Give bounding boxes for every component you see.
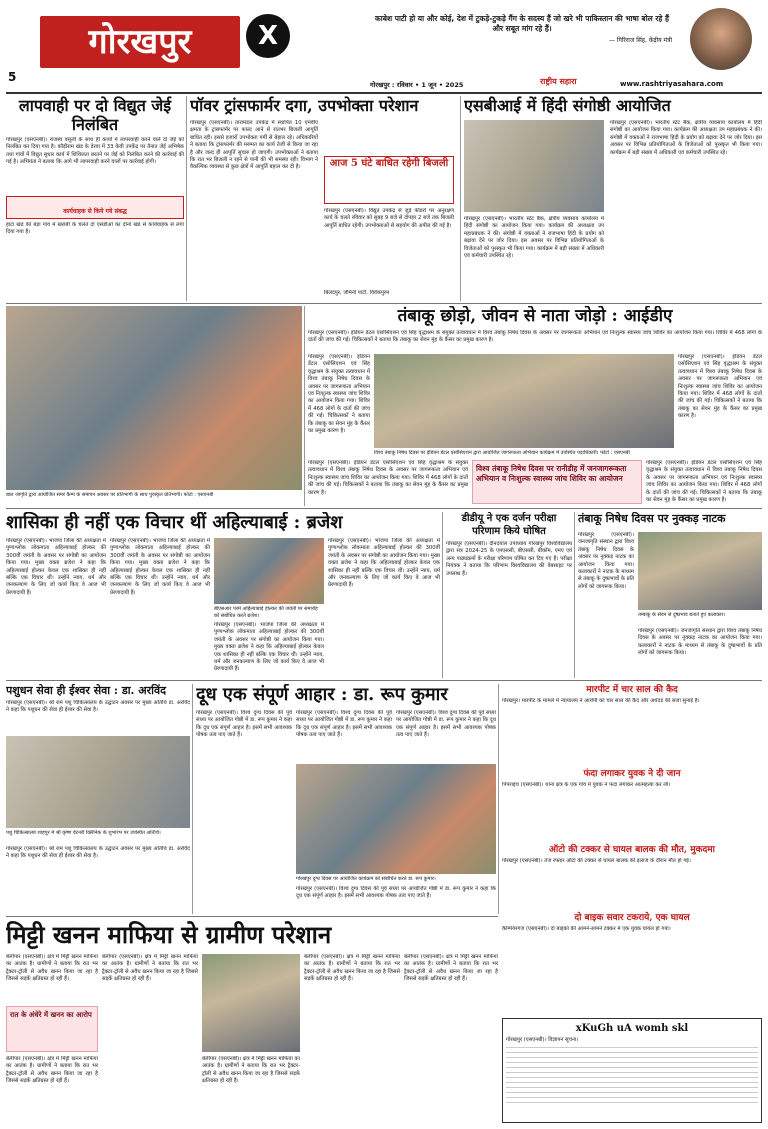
byline: बिलंदपुर, जेमिनी पार्टी, विवेकपुरम [324,290,390,296]
ad-title: xKuGh uA womh skl [575,1023,689,1034]
headline: एसबीआई में हिंदी संगोष्ठी आयोजित [464,96,671,115]
headline: मिट्टी खनन माफिया से ग्रामीण परेशान [6,920,332,949]
brand-title: गोरखपुर [88,22,192,62]
story-nukkad [578,512,762,678]
story-body-col: गोरखपुर (एसएनबी)। इंडियन डेंटल एसोसिएशन एवं सिंह वृद्धाश्रम के संयुक्त तत्वावधान में विश्व तंबाकू निषेध दिवस के अवसर पर जागरूकता अभियान एवं निःशुल्क स्वास्थ्य जांच शिविर का आयोजन किया गया। शिविर में 468 लोगों के दांतों की जांच की गई। चिकित्सकों ने बताया कि तंबाकू का सेवन मुंह के कैंसर का प्रमुख कारण है। [308,354,370,435]
quote-portrait [690,8,752,70]
tobacco-box: विश्व तंबाकू निषेध दिवस पर रानीडीह में जनजागरूकता अभियान व निःशुल्क स्वास्थ्य जांच शिविर का आयोजन [472,460,642,504]
story-body: गोरखपुर (एसएनबी)। तारामंडल उपकेंद्र में स्थापित 10 एमवीए क्षमता के ट्रांसफार्मर पर फाल्ट आने से रातभर बिजली आपूर्ति बाधित रही। इससे हजारों उपभोक्ता गर्मी से बेहाल रहे। अधिकारियों ने बताया कि ट्रांसफार्मर की मरम्मत का कार्य तेजी से किया जा रहा है और जल्द ही आपूर्ति सुचारु हो जाएगी। उपभोक्ताओं ने बताया कि रात भर बिजली न रहने से पानी की भी समस्या रही। विभाग ने वैकल्पिक व्यवस्था से कुछ क्षेत्रों में आपूर्ति बहाल कर दी है। [190,120,318,171]
story-body: गोरखपुर (एसएनबी)। राजस्व वसूली के साथ ही कार्यों में लापरवाही करने वाले दो जेई को निलंबित कर दिया गया है। कौड़ीराम खंड के डेरवा में 33 केवी उपकेंद्र पर तैनात जेई अभिषेक तथा गांवों में विद्युत सुधार कार्य में शिथिलता बरतने पर जेई को निलंबित करने की कार्रवाई की गई है। अभियंता ने बताया कि आगे भी लापरवाही करने वालों पर कार्रवाई होगी। [6,137,184,166]
story-body-2: गोरखपुर (एसएनबी)। भारतीय स्टेट बैंक, क्षेत्रीय व्यवसाय कार्यालय में हिंदी संगोष्ठी का आयोजन किया गया। कार्यक्रम की अध्यक्षता उप महाप्रबंधक ने की। संगोष्ठी में वक्ताओं ने राजभाषा हिंदी के प्रयोग को बढ़ावा देने पर जोर दिया। इस अवसर पर विभिन्न प्रतियोगिताओं के विजेताओं को पुरस्कृत भी किया गया। कार्यक्रम में बड़ी संख्या में अधिकारी एवं कर्मचारी उपस्थित रहे। [464,216,604,260]
headline: लापवाही पर दो विद्युत जेई निलंबित [18,96,172,134]
story-body-3: गोरखपुर (एसएनबी)। विश्व दुग्ध दिवस की पूर्व संध्या पर आयोजित गोष्ठी में डा. रूप कुमार ने कहा कि दूध एक संपूर्ण आहार है। इसमें सभी आवश्यक पोषक तत्व पाए जाते हैं। [396,710,496,739]
story-body: गोरखपुर (एसएनबी)। श्री राम पशु चिकित्सालय के उद्घाटन अवसर पर मुख्य अतिथि डा. अरविंद ने कहा कि पशुधन की सेवा ही ईश्वर की सेवा है। [6,700,190,714]
sbi-photo [464,120,604,212]
story-sbi [464,96,762,301]
nukkad-caption: तम्बाकू के सेवन से दुष्प्रभाव बताते हुए कलाकार। [638,612,726,618]
headline: पॉवर ट्रांसफार्मर दगा, उपभोक्ता परेशान [190,96,419,115]
story-body-2: गोरखपुर (एसएनबी)। विश्व दुग्ध दिवस की पूर्व संध्या पर आयोजित गोष्ठी में डा. रूप कुमार ने कहा कि दूध एक संपूर्ण आहार है। इसमें सभी आवश्यक पोषक तत्व पाए जाते हैं। [296,710,392,739]
story-tobacco-ida [308,306,762,506]
story-mitti [6,920,498,1123]
website: www.rashtriyasahara.com [620,80,724,88]
story-lapwahi [6,96,184,301]
mitti-photo [202,954,300,1052]
story-body: गोरखपुर (एसएनबी)। इंडियन डेंटल एसोसिएशन एवं सिंह वृद्धाश्रम के संयुक्त तत्वावधान में विश्व तंबाकू निषेध दिवस के अवसर पर जागरूकता अभियान एवं निःशुल्क स्वास्थ्य जांच शिविर का आयोजन किया गया। शिविर में 468 लोगों के दांतों की जांच की गई। चिकित्सकों ने बताया कि तंबाकू का सेवन मुंह के कैंसर का प्रमुख कारण है। [308,330,762,344]
story-body: गोरखपुर (एसएनबी)। जनजागृति संस्थान द्वारा विश्व तंबाकू निषेध दिवस के अवसर पर नुक्कड़ नाटक का आयोजन किया गया। कलाकारों ने नाटक के माध्यम से तंबाकू के दुष्प्रभावों के प्रति लोगों को जागरूक किया। [578,532,634,590]
headline: तंबाकू निषेध दिवस पर नुक्कड़ नाटक [578,512,726,525]
box-label: कार्यवाहक से किये गये संबद्ध [6,196,184,219]
story-body: गोरखपुर (एसएनबी)। विश्व दुग्ध दिवस की पूर्व संध्या पर आयोजित गोष्ठी में डा. रूप कुमार ने कहा कि दूध एक संपूर्ण आहार है। इसमें सभी आवश्यक पोषक तत्व पाए जाते हैं। [196,710,292,739]
doodh-caption: गोरखपुर दुग्ध दिवस पर आयोजित कार्यक्रम को संबोधित करते डा. रूप कुमार। [296,876,436,882]
summer-camp-photo [6,306,302,490]
sub2-body: गोरखपुर (एसएनबी)। तेज रफ्तार ऑटो की टक्कर से घायल बालक की इलाज के दौरान मौत हो गई। [502,858,691,864]
pashudhan-photo [6,736,190,828]
story-body-5: बेलीपार (एसएनबी)। क्षेत्र में मिट्टी खनन माफिया का आतंक है। ग्रामीणों ने बताया कि रात भर ट्रैक्टर-ट्रॉली से अवैध खनन किया जा रहा है जिससे सड़कें क्षतिग्रस्त हो रही हैं। [304,954,400,983]
headline: डीडीयू ने एक दर्जन परीक्षा परिणाम किये घोषित [461,513,557,537]
sub-box: आज 5 घंटे बाधित रहेगी बिजली [324,156,454,204]
story-body-3: बेलीपार (एसएनबी)। क्षेत्र में मिट्टी खनन माफिया का आतंक है। ग्रामीणों ने बताया कि रात भर ट्रैक्टर-ट्रॉली से अवैध खनन किया जा रहा है जिससे सड़कें क्षतिग्रस्त हो रही हैं। [102,954,198,983]
headline: दूध एक संपूर्ण आहार : डा. रूप कुमार [196,684,448,705]
story-body: गोरखपुर। मारपीट के मामले में न्यायालय ने आरोपी को चार साल की कैद और अर्थदंड की सजा सुनाई है। [502,698,700,704]
story-body: गोरखपुर (एसएनबी)। भारतीय स्टेट बैंक, क्षेत्रीय व्यवसाय कार्यालय में हिंदी संगोष्ठी का आयोजन किया गया। कार्यक्रम की अध्यक्षता उप महाप्रबंधक ने की। संगोष्ठी में वक्ताओं ने राजभाषा हिंदी के प्रयोग को बढ़ावा देने पर जोर दिया। इस अवसर पर विभिन्न प्रतियोगिताओं के विजेताओं को पुरस्कृत भी किया गया। कार्यक्रम में बड़ी संख्या में अधिकारी एवं कर्मचारी उपस्थित रहे। [610,120,762,156]
headline: तंबाकू छोड़ो, जीवन से नाता जोड़ो : आईडीए [397,306,673,326]
paper-name: राष्ट्रीय सहारा [540,77,577,86]
masthead-quote: काबेश पाटी हो या और कोई, देश में टुकड़े-टुकड़े गैंग के सदस्य हैं जो खरे भी पाकिस्तान की भाषा बोल रहे हैं और सबूत मांग रहे हैं। — गिरिराज सिंह, केंद्रीय मंत्री [375,14,672,44]
headline: शासिका ही नहीं एक विचार थीं अहिल्याबाई : ब्रजेश [6,512,343,533]
dateline: गोरखपुर : रविवार • 1 जून • 2025 [370,81,464,89]
ida-photo [374,354,674,448]
ad-box [502,1018,762,1123]
masthead [0,0,768,90]
story-pashudhan [6,684,190,914]
story-body-2: गोरखपुर (एसएनबी)। श्री राम पशु चिकित्सालय के उद्घाटन अवसर पर मुख्य अतिथि डा. अरविंद ने कहा कि पशुधन की सेवा ही ईश्वर की सेवा है। [6,846,190,860]
story-ahilyabai [6,512,440,678]
sub2-headline: ऑटो की टक्कर से घायल बालक की मौत, मुकदमा [549,845,715,855]
nukkad-photo [638,532,762,610]
pashudhan-caption: पशु चिकित्सालय शाहपुर में श्री कृष्ण वेटनरी क्लिनिक के शुभारंभ पर उपस्थित अतिथि। [6,830,161,836]
page-number: 5 [8,70,17,84]
story-body: गोरखपुर (एसएनबी)। दीनदयाल उपाध्याय गोरखपुर विश्वविद्यालय द्वारा सत्र 2024-25 के एमएससी, बीएससी, बीकॉम, एमए एवं अन्य पाठ्यक्रमों के परीक्षा परिणाम घोषित कर दिए गए हैं। परीक्षा नियंत्रक ने बताया कि परिणाम विश्वविद्यालय की वेबसाइट पर उपलब्ध हैं। [446,541,572,577]
story-body-2: गोरखपुर (एसएनबी)। जनजागृति संस्थान द्वारा विश्व तंबाकू निषेध दिवस के अवसर पर नुक्कड़ नाटक का आयोजन किया गया। कलाकारों ने नाटक के माध्यम से तंबाकू के दुष्प्रभावों के प्रति लोगों को जागरूक किया। [638,628,762,657]
story-body-lower-right: गोरखपुर (एसएनबी)। इंडियन डेंटल एसोसिएशन एवं सिंह वृद्धाश्रम के संयुक्त तत्वावधान में विश्व तंबाकू निषेध दिवस के अवसर पर जागरूकता अभियान एवं निःशुल्क स्वास्थ्य जांच शिविर का आयोजन किया गया। शिविर में 468 लोगों के दांतों की जांच की गई। चिकित्सकों ने बताया कि तंबाकू का सेवन मुंह के कैंसर का प्रमुख कारण है। [646,460,762,504]
story-ddu [446,512,572,678]
story-doodh [196,684,496,914]
story-body: बेलीपार (एसएनबी)। क्षेत्र में मिट्टी खनन माफिया का आतंक है। ग्रामीणों ने बताया कि रात भर ट्रैक्टर-ट्रॉली से अवैध खनन किया जा रहा है जिससे सड़कें क्षतिग्रस्त हो रही हैं। [6,954,98,983]
sub3-headline: दो बाइक सवार टकराये, एक घायल [574,913,690,923]
story-body-2: गोरखपुर (एसएनबी)। भाजपा जिला की अध्यक्षता में पुण्यश्लोक लोकमाता अहिल्याबाई होल्कर की 300वीं जयंती के अवसर पर संगोष्ठी का आयोजन किया गया। मुख्य वक्ता ब्रजेश ने कहा कि अहिल्याबाई होल्कर केवल एक शासिका ही नहीं बल्कि एक विचार थीं। उन्होंने न्याय, धर्म और जनकल्याण के लिए जो कार्य किए वे आज भी प्रेरणादायी हैं। [110,538,210,596]
doodh-photo [296,764,496,874]
ad-body: गोरखपुर (एसएनबी)। विज्ञापन सूचना। [506,1037,579,1043]
photo-caption: बाल जागृति द्वारा आयोजित समर कैम्प के समापन अवसर पर प्रतिभागी के साथ पुरस्कृत प्रतिभागी। फोटो : एसएनबी [6,492,214,498]
story-transformer [190,96,458,301]
story-body-lower: गोरखपुर (एसएनबी)। इंडियन डेंटल एसोसिएशन एवं सिंह वृद्धाश्रम के संयुक्त तत्वावधान में विश्व तंबाकू निषेध दिवस के अवसर पर जागरूकता अभियान एवं निःशुल्क स्वास्थ्य जांच शिविर का आयोजन किया गया। शिविर में 468 लोगों के दांतों की जांच की गई। चिकित्सकों ने बताया कि तंबाकू का सेवन मुंह के कैंसर का प्रमुख कारण है। [308,460,468,496]
box-body: हाटा खंड की बड़ा गांव में खराबी के चलते दो एसडीओ का दोनों खंड से कार्यवाहक से लगा दिया गया है। [6,222,184,236]
ida-caption: विश्व तंबाकू निषेध दिवस पर इंडियन डेंटल एसोसिएशन द्वारा आयोजित जागरूकता अभियान कार्यक्रम में उपस्थित पदाधिकारी। फोटो : एसएनबी [374,450,630,456]
ahilyabai-caption: बीएसआर परमें अहिल्याबाई होल्कर की जयंती पर समारोह को संबोधित करते ब्रजेश। [214,606,318,619]
ahilyabai-photo [214,538,324,604]
story-body-right: गोरखपुर (एसएनबी)। इंडियन डेंटल एसोसिएशन एवं सिंह वृद्धाश्रम के संयुक्त तत्वावधान में विश्व तंबाकू निषेध दिवस के अवसर पर जागरूकता अभियान एवं निःशुल्क स्वास्थ्य जांच शिविर का आयोजन किया गया। शिविर में 468 लोगों के दांतों की जांच की गई। चिकित्सकों ने बताया कि तंबाकू का सेवन मुंह के कैंसर का प्रमुख कारण है। [678,354,762,420]
story-body: गोरखपुर (एसएनबी)। भाजपा जिला की अध्यक्षता में पुण्यश्लोक लोकमाता अहिल्याबाई होल्कर की 300वीं जयंती के अवसर पर संगोष्ठी का आयोजन किया गया। मुख्य वक्ता ब्रजेश ने कहा कि अहिल्याबाई होल्कर केवल एक शासिका ही नहीं बल्कि एक विचार थीं। उन्होंने न्याय, धर्म और जनकल्याण के लिए जो कार्य किए वे आज भी प्रेरणादायी हैं। [6,538,106,596]
story-body-4: गोरखपुर (एसएनबी)। भाजपा जिला की अध्यक्षता में पुण्यश्लोक लोकमाता अहिल्याबाई होल्कर की 300वीं जयंती के अवसर पर संगोष्ठी का आयोजन किया गया। मुख्य वक्ता ब्रजेश ने कहा कि अहिल्याबाई होल्कर केवल एक शासिका ही नहीं बल्कि एक विचार थीं। उन्होंने न्याय, धर्म और जनकल्याण के लिए जो कार्य किए वे आज भी प्रेरणादायी हैं। [328,538,440,589]
story-body-4: बेलीपार (एसएनबी)। क्षेत्र में मिट्टी खनन माफिया का आतंक है। ग्रामीणों ने बताया कि रात भर ट्रैक्टर-ट्रॉली से अवैध खनन किया जा रहा है जिससे सड़कें क्षतिग्रस्त हो रही हैं। [202,1056,300,1085]
story-body-4: गोरखपुर (एसएनबी)। विश्व दुग्ध दिवस की पूर्व संध्या पर आयोजित गोष्ठी में डा. रूप कुमार ने कहा कि दूध एक संपूर्ण आहार है। इसमें सभी आवश्यक पोषक तत्व पाए जाते हैं। [296,886,496,900]
brand-banner [40,16,240,68]
headline: पशुधन सेवा ही ईश्वर सेवा : डा. अरविंद [6,684,166,697]
sub1-headline: फंदा लगाकर युवक ने दी जान [583,769,681,779]
sub3-body: कैम्पियरगंज (एसएनबी)। दो बाइकों की आमने-सामने टक्कर में एक युवक घायल हो गया। [502,926,671,932]
x-icon: X [246,14,290,58]
mitti-box: रात के अंधेरे में खनन का आरोप [6,1006,98,1052]
story-briefs [502,684,762,1014]
sub1-body: पिपराइच (एसएनबी)। थाना क्षेत्र के एक गांव में युवक ने फंदा लगाकर आत्महत्या कर ली। [502,782,671,788]
headline: मारपीट में चार साल की कैद [586,685,678,695]
story-body-3: गोरखपुर (एसएनबी)। भाजपा जिला की अध्यक्षता में पुण्यश्लोक लोकमाता अहिल्याबाई होल्कर की 300वीं जयंती के अवसर पर संगोष्ठी का आयोजन किया गया। मुख्य वक्ता ब्रजेश ने कहा कि अहिल्याबाई होल्कर केवल एक शासिका ही नहीं बल्कि एक विचार थीं। उन्होंने न्याय, धर्म और जनकल्याण के लिए जो कार्य किए वे आज भी प्रेरणादायी हैं। [214,622,324,673]
sub-body: गोरखपुर (एसएनबी)। विद्युत उपकेंद्र से जुड़े फीडरों पर अनुरक्षण कार्य के चलते रविवार को सुबह 9 बजे से दोपहर 2 बजे तक बिजली आपूर्ति बाधित रहेगी। उपभोक्ताओं से सहयोग की अपील की गई है। [324,208,454,229]
ad-fine-print [506,1047,758,1107]
story-body-6: बेलीपार (एसएनबी)। क्षेत्र में मिट्टी खनन माफिया का आतंक है। ग्रामीणों ने बताया कि रात भर ट्रैक्टर-ट्रॉली से अवैध खनन किया जा रहा है जिससे सड़कें क्षतिग्रस्त हो रही हैं। [404,954,498,983]
story-body-2: बेलीपार (एसएनबी)। क्षेत्र में मिट्टी खनन माफिया का आतंक है। ग्रामीणों ने बताया कि रात भर ट्रैक्टर-ट्रॉली से अवैध खनन किया जा रहा है जिससे सड़कें क्षतिग्रस्त हो रही हैं। [6,1056,98,1085]
